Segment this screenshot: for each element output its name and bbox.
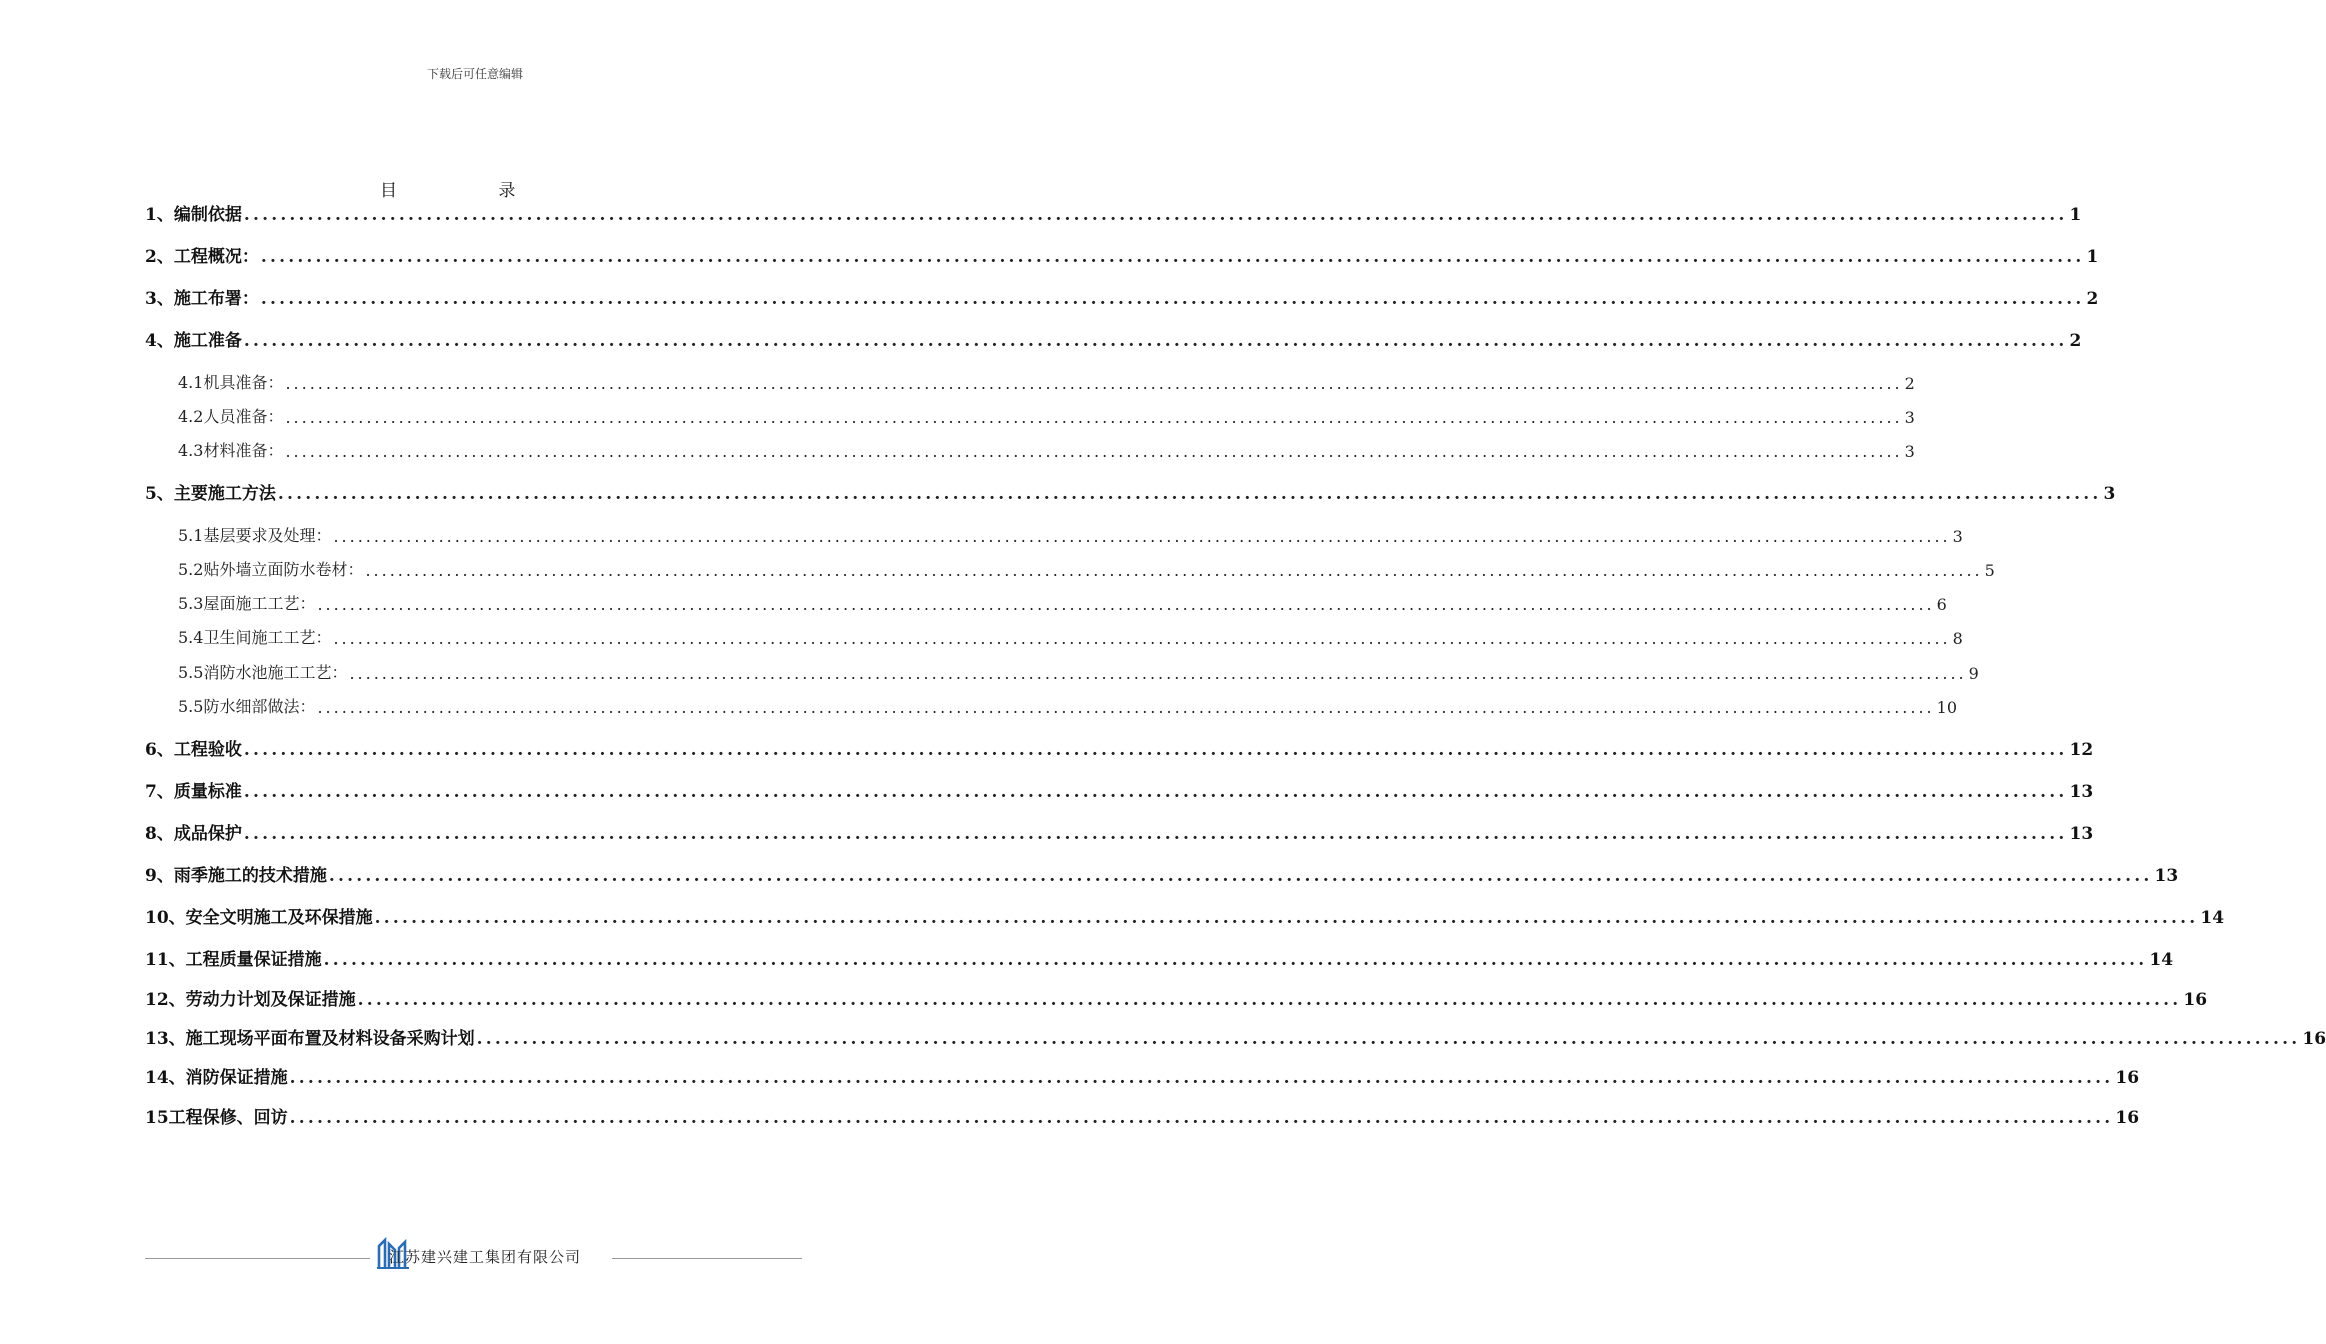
toc-dot-leader: ........................................................................................................................................................................................................ (285, 442, 1903, 461)
toc-entry-page: 3 (2103, 484, 2116, 504)
toc-dot-leader: ........................................................................................................................................................................................................ (277, 484, 2102, 504)
toc-entry-label: 5、主要施工方法 (145, 484, 276, 504)
toc-entry-page: 1 (2086, 247, 2099, 267)
toc-dot-leader: ........................................................................................................................................................................................................ (333, 527, 1951, 546)
toc-entry[interactable] (145, 944, 2174, 970)
toc-entry[interactable] (145, 1102, 2140, 1128)
toc-entry-label: 12、劳动力计划及保证措施 (145, 990, 356, 1010)
toc-entry-page: 2 (2069, 331, 2082, 351)
toc-entry-page: 6 (1936, 595, 1947, 614)
toc-dot-leader: ........................................................................................................................................................................................................ (243, 824, 2068, 844)
toc-entry-label: 3、施工布署： (145, 289, 259, 309)
toc-entry-page: 3 (1904, 442, 1915, 461)
toc-dot-leader: ........................................................................................................................................................................................................ (243, 782, 2068, 802)
toc-entry[interactable] (145, 860, 2179, 886)
toc-entry-label: 5.2贴外墙立面防水卷材： (178, 560, 364, 579)
toc-entry[interactable] (145, 818, 2094, 844)
toc-entry[interactable] (145, 241, 2099, 267)
toc-entry-page: 13 (2069, 782, 2094, 802)
toc-entry-page: 3 (1904, 408, 1915, 427)
toc-entry[interactable] (145, 520, 1963, 546)
toc-entry-page: 14 (2149, 950, 2174, 970)
toc-entry-label: 4.2人员准备： (178, 407, 284, 426)
toc-dot-leader: ........................................................................................................................................................................................................ (260, 247, 2085, 267)
toc-dot-leader: ........................................................................................................................................................................................................ (374, 908, 2199, 928)
toc-entry[interactable] (145, 984, 2208, 1010)
toc-entry[interactable] (145, 1023, 2326, 1049)
toc-entry-page: 13 (2154, 866, 2179, 886)
toc-entry[interactable] (145, 588, 1947, 614)
toc-entry-label: 5.4卫生间施工工艺： (178, 628, 332, 647)
toc-entry[interactable] (145, 478, 2116, 504)
toc-entry-label: 4、施工准备 (145, 331, 242, 351)
toc-entry[interactable] (145, 325, 2082, 351)
toc-entry-label: 5.5防水细部做法： (178, 697, 316, 716)
toc-dot-leader: ........................................................................................................................................................................................................ (285, 374, 1903, 393)
toc-dot-leader: ........................................................................................................................................................................................................ (365, 561, 1983, 580)
toc-dot-leader: ........................................................................................................................................................................................................ (476, 1029, 2301, 1049)
toc-entry-label: 5.1基层要求及处理： (178, 526, 332, 545)
toc-title-right: 录 (498, 181, 516, 201)
toc-entry[interactable] (145, 401, 1915, 427)
toc-entry-page: 10 (1936, 698, 1957, 717)
toc-entry-label: 5.5消防水池施工工艺： (178, 663, 348, 682)
toc-entry[interactable] (145, 199, 2082, 225)
toc-dot-leader: ........................................................................................................................................................................................................ (349, 664, 1967, 683)
toc-entry-label: 1、编制依据 (145, 205, 242, 225)
toc-dot-leader: ........................................................................................................................................................................................................ (333, 629, 1951, 648)
toc-entry-page: 12 (2069, 740, 2094, 760)
toc-entry-page: 5 (1984, 561, 1995, 580)
toc-entry-label: 7、质量标准 (145, 782, 242, 802)
toc-entry-label: 5.3屋面施工工艺： (178, 594, 316, 613)
toc-dot-leader: ........................................................................................................................................................................................................ (289, 1108, 2114, 1128)
toc-entry-page: 8 (1952, 629, 1963, 648)
toc-entry-label: 4.1机具准备： (178, 373, 284, 392)
toc-entry-label: 11、工程质量保证措施 (145, 950, 322, 970)
toc-entry[interactable] (145, 622, 1963, 648)
toc-entry-label: 14、消防保证措施 (145, 1068, 288, 1088)
toc-entry-label: 4.3材料准备： (178, 441, 284, 460)
toc-dot-leader: ........................................................................................................................................................................................................ (243, 205, 2068, 225)
toc-entry[interactable] (145, 283, 2099, 309)
toc-entry-page: 16 (2115, 1068, 2140, 1088)
toc-entry-page: 1 (2069, 205, 2082, 225)
toc-entry[interactable] (145, 435, 1915, 461)
toc-entry[interactable] (145, 657, 1979, 683)
toc-entry[interactable] (145, 554, 1995, 580)
footer-divider-right (612, 1258, 802, 1259)
toc-dot-leader: ........................................................................................................................................................................................................ (317, 595, 1935, 614)
header-note: 下载后可任意编辑 (426, 67, 523, 81)
toc-entry[interactable] (145, 902, 2225, 928)
toc-dot-leader: ........................................................................................................................................................................................................ (357, 990, 2182, 1010)
toc-entry-page: 3 (1952, 527, 1963, 546)
toc-entry-page: 2 (2086, 289, 2099, 309)
toc-entry-page: 13 (2069, 824, 2094, 844)
footer-company-name: 江苏建兴建工集团有限公司 (389, 1248, 582, 1266)
toc-entry[interactable] (145, 367, 1915, 393)
toc-entry-page: 9 (1968, 664, 1979, 683)
toc-dot-leader: ........................................................................................................................................................................................................ (289, 1068, 2114, 1088)
toc-dot-leader: ........................................................................................................................................................................................................ (243, 740, 2068, 760)
toc-entry[interactable] (145, 734, 2094, 760)
toc-entry-page: 16 (2302, 1029, 2326, 1049)
toc-entry-page: 14 (2200, 908, 2225, 928)
toc-entry-page: 2 (1904, 374, 1915, 393)
toc-entry[interactable] (145, 691, 1957, 717)
toc-dot-leader: ........................................................................................................................................................................................................ (317, 698, 1935, 717)
toc-entry-page: 16 (2183, 990, 2208, 1010)
toc-entry-label: 9、雨季施工的技术措施 (145, 866, 327, 886)
table-of-contents (145, 0, 2326, 1200)
toc-dot-leader: ........................................................................................................................................................................................................ (260, 289, 2085, 309)
toc-entry-label: 6、工程验收 (145, 740, 242, 760)
toc-dot-leader: ........................................................................................................................................................................................................ (328, 866, 2153, 886)
toc-dot-leader: ........................................................................................................................................................................................................ (243, 331, 2068, 351)
footer-divider-left (145, 1258, 370, 1259)
toc-entry-label: 15工程保修、回访 (145, 1108, 288, 1128)
toc-entry-page: 16 (2115, 1108, 2140, 1128)
toc-dot-leader: ........................................................................................................................................................................................................ (323, 950, 2148, 970)
toc-entry-label: 10、安全文明施工及环保措施 (145, 908, 373, 928)
toc-entry[interactable] (145, 776, 2094, 802)
toc-entry[interactable] (145, 1062, 2140, 1088)
toc-entry-label: 13、施工现场平面布置及材料设备采购计划 (145, 1029, 475, 1049)
toc-entry-label: 8、成品保护 (145, 824, 242, 844)
toc-dot-leader: ........................................................................................................................................................................................................ (285, 408, 1903, 427)
toc-entry-label: 2、工程概况： (145, 247, 259, 267)
toc-title-left: 目 (380, 181, 397, 201)
